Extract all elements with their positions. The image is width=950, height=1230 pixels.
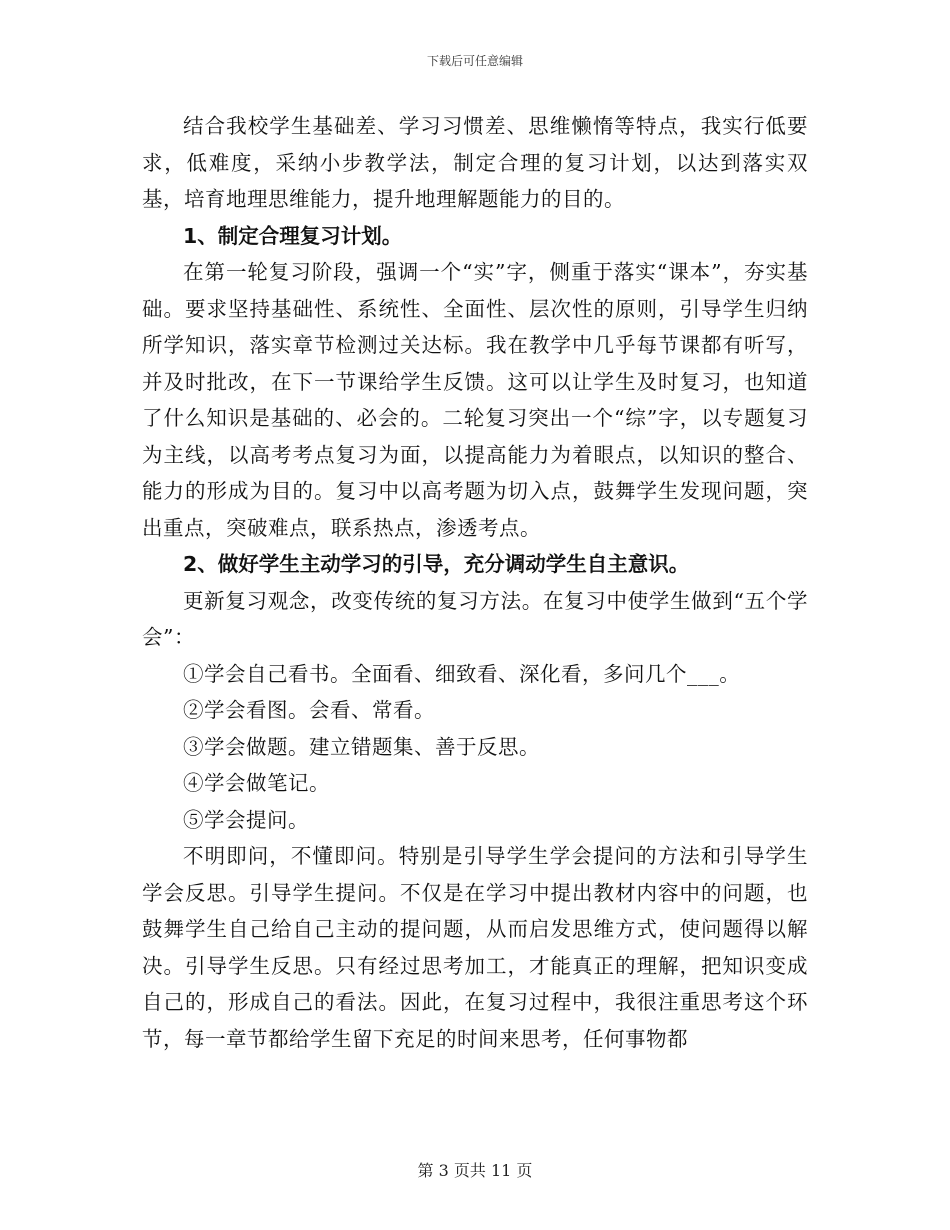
paragraph-five-skills: 更新复习观念，改变传统的复习方法。在复习中使学生做到“五个学会”： <box>142 588 808 649</box>
page-header: 下载后可任意编辑 <box>426 54 523 68</box>
list-item: ①学会自己看书。全面看、细致看、深化看，多问几个___。 <box>183 661 741 686</box>
paragraph-questioning: 不明即问，不懂即问。特别是引导学生学会提问的方法和引导学生学会反思。引导学生提问。不仅是在学习中提出教材内容中的问题，也鼓舞学生自己给自己主动的提问题，从而启发思维方式，使问题得以解决。引导学生反思。只有经过思考加工，才能真正的理解，把知识变成自己的，形成自己的看法。因此，在复习过程中，我很注重思考这个环节，每一章节都给学生留下充足的时间来思考，任何事物都 <box>142 844 808 1051</box>
paragraph-review-plan: 在第一轮复习阶段，强调一个“实”字，侧重于落实“课本”，夯实基础。要求坚持基础性、系统性、全面性、层次性的原则，引导学生归纳所学知识，落实章节检测过关达标。我在教学中几乎每节课都有听写，并及时批改，在下一节课给学生反馈。这可以让学生及时复习，也知道了什么知识是基础的、必会的。二轮复习突出一个“综”字，以专题复习为主线，以高考考点复习为面，以提高能力为着眼点，以知识的整合、能力的形成为目的。复习中以高考题为切入点，鼓舞学生发现问题，突出重点，突破难点，联系热点，渗透考点。 <box>142 260 808 540</box>
section-heading-2: 2、做好学生主动学习的引导，充分调动学生自主意识。 <box>183 552 690 576</box>
list-item: ⑤学会提问。 <box>183 807 309 832</box>
section-heading-1: 1、制定合理复习计划。 <box>183 223 403 248</box>
paragraph-intro: 结合我校学生基础差、学习习惯差、思维懒惰等特点，我实行低要求，低难度，采纳小步教学法，制定合理的复习计划，以达到落实双基，培育地理思维能力，提升地理解题能力的目的。 <box>142 114 808 211</box>
document-body <box>142 108 808 1057</box>
list-item: ②学会看图。会看、常看。 <box>183 698 435 722</box>
page-number: 第 3 页共 11 页 <box>417 1161 533 1180</box>
list-item: ④学会做笔记。 <box>183 771 330 795</box>
list-item: ③学会做题。建立错题集、善于反思。 <box>183 734 540 759</box>
